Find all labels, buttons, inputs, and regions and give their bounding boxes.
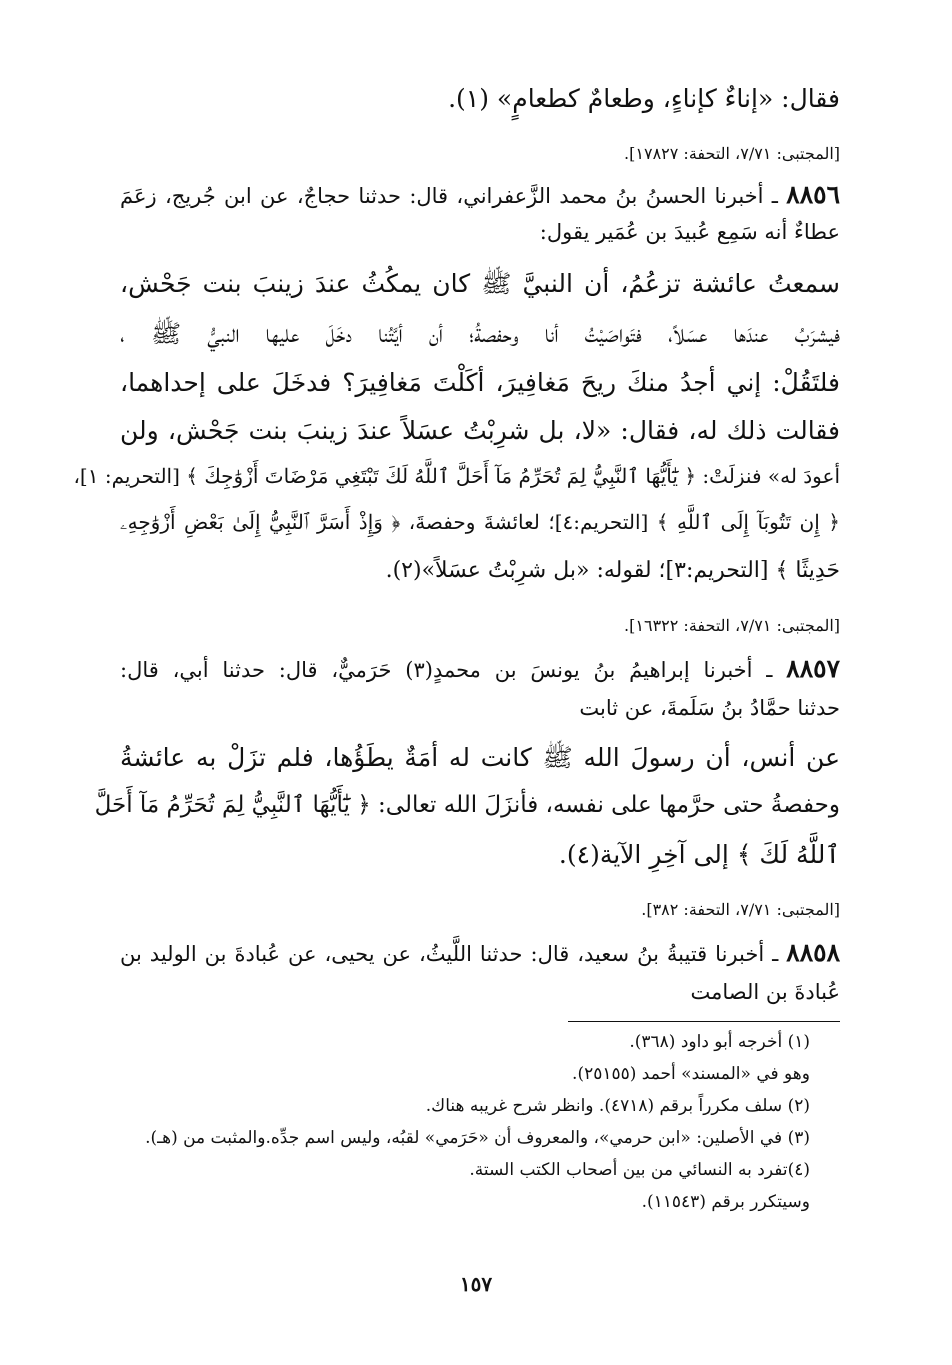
text-line: ٱللَّهُ لَكَ ﴾ إلى آخِرِ الآية(٤). (558, 840, 840, 869)
reference-line: [المجتبى: ٧/٧١، التحفة: ١٧٨٢٧]. (624, 144, 840, 163)
hadith-header-8857: ٨٨٥٧ ـ أخبرنا إبراهيمُ بنُ يونسَ بن محمدٍ(٣) حَرَميٌّ، قال: حدثنا أبي، قال: (120, 654, 840, 683)
footnote: (٣) في الأصلين: «ابن حرمي»، والمعروف أن «حَرَمي» لقبُه، وليس اسم جدِّه.والمثبت من (هـ). (145, 1128, 810, 1148)
footnote-separator (568, 1021, 840, 1022)
text-line: عن أنس، أن رسولَ الله ﷺ كانت له أمَةٌ يطَؤُها، فلم تزَلْ به عائشةُ (120, 743, 840, 772)
text-line: أعودَ له» فنزلَتْ: ﴿ يَٰٓأَيُّهَا ٱلنَّبِيُّ لِمَ تُحَرِّمُ مَآ أَحَلَّ ٱللَّهُ لَكَ تَبْتَغِي مَرْضَاتَ أَزْوَٰجِكَ ﴾ [التحريم: ١]، (73, 464, 840, 488)
hadith-header-8858: ٨٨٥٨ ـ أخبرنا قتيبةُ بنُ سعيد، قال: حدثنا اللَّيثُ، عن يحيى، عن عُبادةَ بن الوليد بن (120, 938, 840, 967)
text-line: سمعتُ عائشة تزعُمُ، أن النبيَّ ﷺ كان يمكُثُ عندَ زينبَ بنت جَحْش، (120, 269, 840, 298)
text-line: وحفصةُ حتى حرَّمها على نفسه، فأنزَلَ الله تعالى: ﴿ يَٰٓأَيُّهَا ٱلنَّبِيُّ لِمَ تُحَرِّمُ مَآ أَحَلَّ (94, 792, 840, 818)
text-line: فقالت ذلك له، فقال: «لا، بل شرِبْتُ عسَلاً عندَ زينبَ بنت جَحْش، ولن (120, 416, 840, 445)
text-line: حَدِيثًا ﴾ [التحريم:٣]؛ لقوله: «بل شرِبْتُ عسَلاً»(٢). (385, 558, 840, 583)
reference-line: [المجتبى: ٧/٧١، التحفة: ٣٨٢]. (641, 900, 840, 919)
text-line: ﴿ إِن تَتُوبَآ إِلَى ٱللَّهِ ﴾ [التحريم:٤]؛ لعائشةَ وحفصةَ، ﴿ وَإِذْ أَسَرَّ ٱلنَّبِيُّ إِلَىٰ بَعْضِ أَزْوَٰجِهِۦ (120, 510, 840, 534)
page-number: ١٥٧ (459, 1272, 493, 1296)
hadith-header-line: عطاءٌ أنه سَمِع عُبيدَ بن عُمَير يقول: (539, 220, 840, 244)
text-line: فقال: «إناءٌ كإناءٍ، وطعامٌ كطعامٍ» (١). (448, 84, 840, 113)
footnote: (٢) سلف مكرراً برقم (٤٧١٨). وانظر شرح غريبه هناك. (425, 1096, 810, 1116)
text-line: فيشرَبُ عندَها عسَلاً، فتَواصَيْتُ أنا وحفصةُ؛ أن أيَّتُنا دخَلَ عليها النبيُّ ﷺ ، (120, 319, 840, 348)
hadith-header-line: عُبادةَ بن الصامت (690, 980, 840, 1004)
footnote: (٤)تفرد به النسائي من بين أصحاب الكتب الستة. (469, 1160, 810, 1180)
hadith-header-8856: ٨٨٥٦ ـ أخبرنا الحسنُ بنُ محمد الزَّعفراني، قال: حدثنا حجاجٌ، عن ابن جُريج، زعَمَ (120, 180, 840, 209)
footnote: وهو في «المسند» أحمد (٢٥١٥٥). (572, 1064, 810, 1084)
footnote: (١) أخرجه أبو داود (٣٦٨). (629, 1032, 810, 1052)
text-line: فلتَقُلْ: إني أجدُ منكَ ريحَ مَغافِيرَ، أكَلْتَ مَغافِيرَ؟ فدخَلَ على إحداهما، (120, 368, 840, 397)
reference-line: [المجتبى: ٧/٧١، التحفة: ١٦٣٢٢]. (624, 616, 840, 635)
hadith-header-line: حدثنا حمَّادُ بنُ سَلَمةَ، عن ثابت (579, 696, 840, 720)
footnote: وسيتكرر برقم (١١٥٤٣). (641, 1192, 810, 1212)
